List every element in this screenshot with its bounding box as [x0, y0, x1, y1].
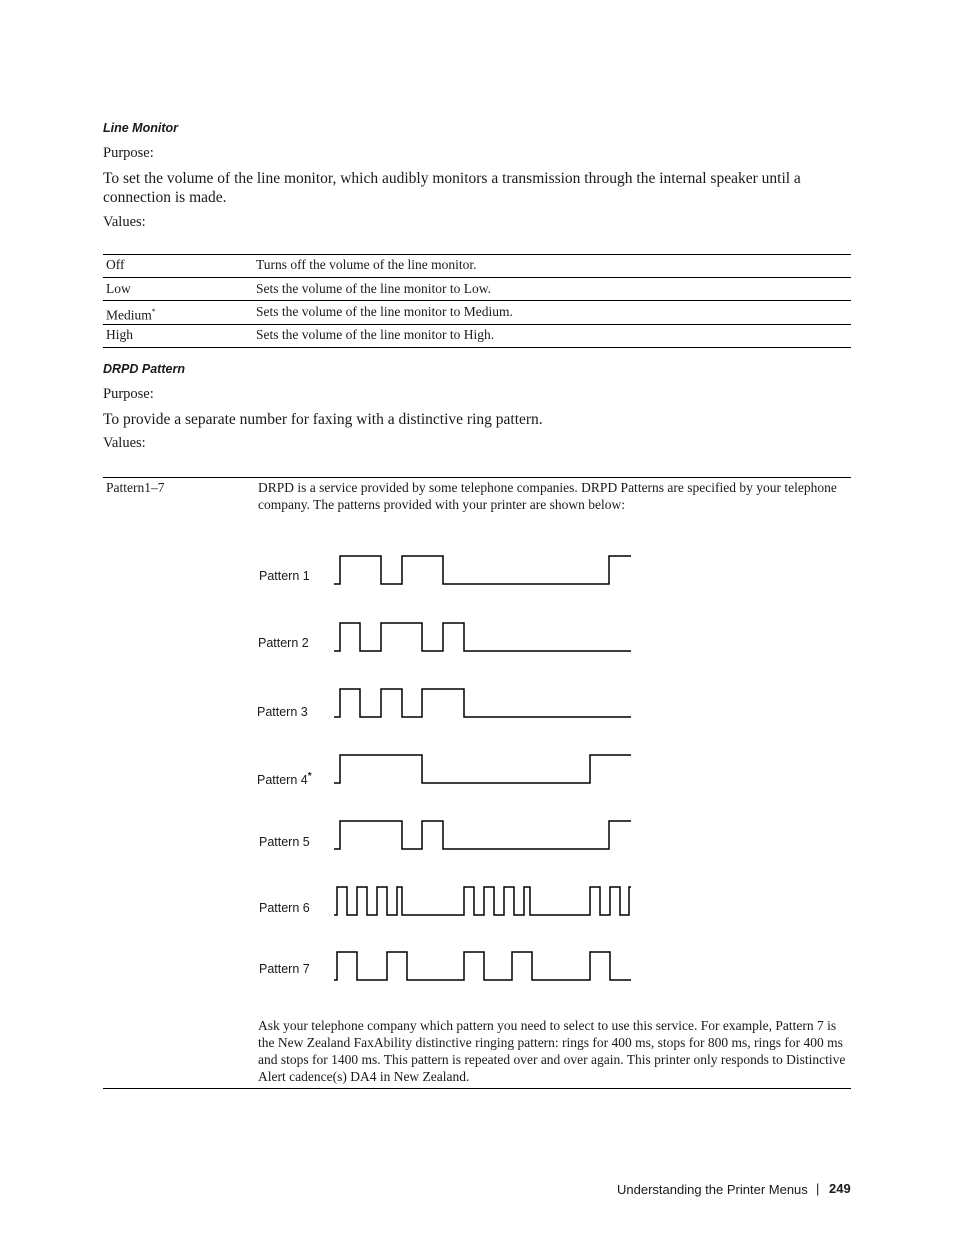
pattern-label: [257, 771, 312, 787]
drpd-note-text: Ask your telephone company which pattern you need to select to use this service. For example, Pattern 7 is the New Zealand FaxAbility distinctive ringing pattern: rings for 400 ms, stops for 800 ms, rings for 400 ms and stops for 1400 ms. This pattern is repeated over and over again. This printer only responds to Distinctive Alert cadence(s) DA4 in New Zealand.: [258, 1018, 846, 1084]
drpd-intro-text: DRPD is a service provided by some telephone companies. DRPD Patterns are specified by your telephone company. The patterns provided with your printer are shown below:: [258, 480, 837, 512]
drpd-values-label: Values:: [103, 435, 146, 451]
footer-section-title: Understanding the Printer Menus: [617, 1182, 808, 1197]
pattern-label: Pattern 2: [258, 636, 309, 650]
table-bottom-rule: [103, 1088, 851, 1089]
pattern-label-text: Pattern 4: [257, 773, 308, 788]
pattern-waveform: [332, 687, 632, 719]
description-cell: Sets the volume of the line monitor to Medium.: [256, 304, 513, 319]
pattern-label: Pattern 1: [259, 569, 310, 583]
table-top-rule: [103, 477, 851, 478]
default-marker: *: [151, 307, 156, 316]
pattern-label: Pattern 5: [259, 835, 310, 849]
drpd-purpose-label: Purpose:: [103, 386, 154, 402]
pattern-waveform: [332, 753, 632, 785]
row-divider: [103, 277, 851, 278]
pattern-waveform: [332, 819, 632, 851]
description-cell: Sets the volume of the line monitor to Low.: [256, 281, 491, 296]
value-cell: Pattern1–7: [106, 480, 165, 495]
default-marker: *: [307, 771, 312, 782]
pattern-label: Pattern 6: [259, 901, 310, 915]
drpd-purpose-text: To provide a separate number for faxing with a distinctive ring pattern.: [103, 411, 543, 428]
pattern-waveform: [332, 885, 632, 917]
line-monitor-values-label: Values:: [103, 214, 146, 230]
table-bottom-rule: [103, 347, 851, 348]
pattern-waveform: [332, 554, 632, 586]
drpd-pattern-heading: DRPD Pattern: [103, 362, 185, 376]
value-cell: Off: [106, 257, 125, 272]
description-cell: Turns off the volume of the line monitor.: [256, 257, 477, 272]
description-cell: Sets the volume of the line monitor to High.: [256, 327, 495, 342]
page-number: 249: [829, 1181, 851, 1196]
value-cell: [106, 303, 156, 324]
table-top-rule: [103, 254, 851, 255]
pattern-waveform: [332, 621, 632, 653]
footer-separator: |: [816, 1181, 820, 1196]
value-cell: Low: [106, 281, 131, 296]
pattern-waveform: [332, 950, 632, 982]
pattern-label: Pattern 7: [259, 962, 310, 976]
value-cell: High: [106, 327, 133, 342]
value-text: Medium: [106, 307, 152, 323]
line-monitor-purpose-label: Purpose:: [103, 145, 154, 161]
pattern-label: Pattern 3: [257, 705, 308, 719]
row-divider: [103, 324, 851, 325]
row-divider: [103, 300, 851, 301]
line-monitor-purpose-text: To set the volume of the line monitor, which audibly monitors a transmission through the internal speaker until a connection is made.: [103, 170, 801, 206]
line-monitor-heading: Line Monitor: [103, 121, 178, 135]
